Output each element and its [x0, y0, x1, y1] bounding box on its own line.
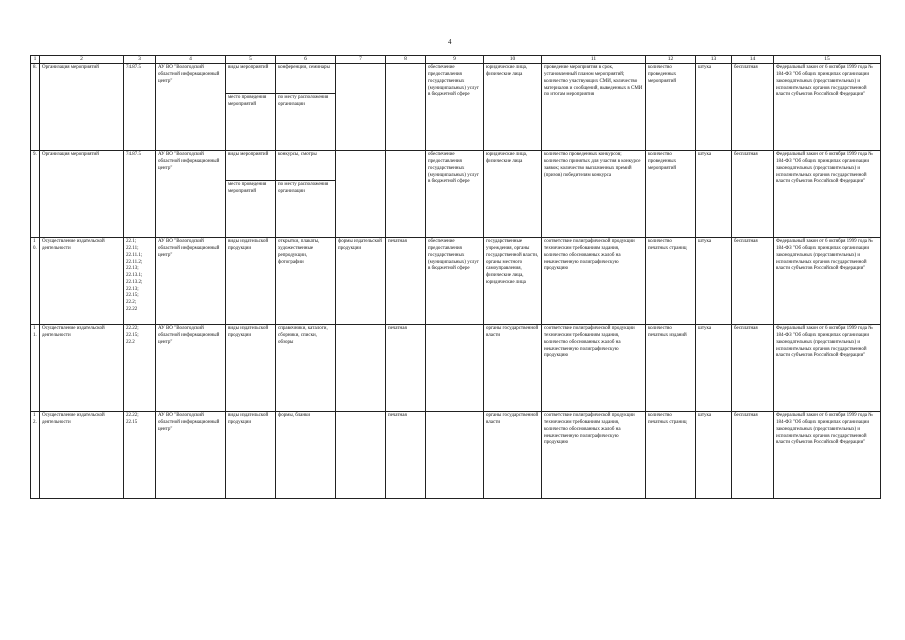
volume-indicator: количество печатных страниц: [646, 238, 696, 325]
institution-name: АУ ВО "Вологодский областной информационный центр": [156, 412, 226, 499]
content-value-bottom: по месту расположения организации: [278, 182, 329, 195]
okved-codes: [124, 238, 156, 325]
column-number-6: 6: [276, 56, 336, 64]
institution-name: АУ ВО "Вологодский областной информационный центр": [156, 151, 226, 238]
column-number-9: 9: [426, 56, 484, 64]
condition-indicator: [336, 64, 386, 151]
okved-code: 22.22: [126, 306, 138, 312]
column-number-14: 14: [732, 56, 774, 64]
okved-code: 22.11.2;: [126, 259, 143, 265]
service-name: Осуществление издательской деятельности: [40, 325, 124, 412]
column-number-5: 5: [226, 56, 276, 64]
institution-name: АУ ВО "Вологодский областной информационный центр": [156, 325, 226, 412]
condition-value: [386, 64, 426, 151]
column-number-11: 11: [542, 56, 646, 64]
content-indicator-bottom: место проведения мероприятий: [228, 95, 267, 108]
legal-basis: Федеральный закон от 6 октября 1999 года № 184-ФЗ "Об общих принципах организации законодательных (представительных) и исполнительных органов государственной власти субъектов Российской Федерации": [774, 238, 881, 325]
purpose: [426, 325, 484, 412]
content-indicator: виды издательской продукции: [226, 238, 276, 325]
institution-name: АУ ВО "Вологодский областной информационный центр": [156, 64, 226, 151]
column-number-10: 10: [484, 56, 542, 64]
column-number-12: 12: [646, 56, 696, 64]
unit: штука: [696, 64, 732, 151]
okved-code: 22.11;: [126, 246, 139, 252]
column-number-7: 7: [336, 56, 386, 64]
service-name: Организация мероприятий: [40, 151, 124, 238]
quality-indicators: количество проведенных конкурсов; количество принятых для участия в конкурсе заявок; количество выплаченных премий (призов) победителям конкурса: [542, 151, 646, 238]
table-row: [31, 325, 881, 412]
table-row: [31, 64, 881, 151]
payment-type: бесплатная: [732, 151, 774, 238]
condition-indicator: [336, 151, 386, 238]
column-number-3: 3: [124, 56, 156, 64]
content-value: [276, 64, 336, 151]
volume-indicator: количество проведенных мероприятий: [646, 64, 696, 151]
condition-value: печатная: [386, 412, 426, 499]
condition-indicator: формы издательской продукции: [336, 238, 386, 325]
service-name: Организация мероприятий: [40, 64, 124, 151]
condition-value: печатная: [386, 325, 426, 412]
content-indicator: виды издательской продукции: [226, 412, 276, 499]
volume-indicator: количество печатных страниц: [646, 412, 696, 499]
okved-code: 22.15;: [126, 333, 139, 339]
okved-code: 22.11.1;: [126, 252, 143, 258]
quality-indicators: проведение мероприятия в срок, установленный планом мероприятий; количество участвующих СМИ, количество материалов и сообщений, выведенных в СМИ по итогам мероприятия: [542, 64, 646, 151]
content-indicator: виды издательской продукции: [226, 325, 276, 412]
content-value-top: конкурсы, смотры: [276, 151, 335, 181]
content-indicator-top: виды мероприятий: [226, 151, 275, 181]
content-indicator-top: виды мероприятий: [226, 64, 275, 94]
column-number-15: 15: [774, 56, 881, 64]
recipients: юридические лица, физические лица: [484, 151, 542, 238]
table-row: [31, 412, 881, 499]
okved-code: 22.1;: [126, 239, 137, 245]
unit: штука: [696, 325, 732, 412]
content-indicator-bottom: место проведения мероприятий: [228, 182, 267, 195]
quality-indicators: соответствие полиграфической продукции техническим требованиям задания, количество обоснованных жалоб на некачественную полиграфическую продукцию: [542, 412, 646, 499]
recipients: государственные учреждения, органы государственной власти, органы местного самоуправления, физические лица, юридические лица: [484, 238, 542, 325]
content-value: справочники, каталоги, сборники, списки, обзоры: [276, 325, 336, 412]
column-number-13: 13: [696, 56, 732, 64]
payment-type: бесплатная: [732, 238, 774, 325]
legal-basis: Федеральный закон от 6 октября 1999 года № 184-ФЗ "Об общих принципах организации законодательных (представительных) и исполнительных органов государственной власти субъектов Российской Федерации": [774, 412, 881, 499]
okved-code: 22.13;: [126, 286, 139, 292]
quality-indicators: соответствие полиграфической продукции техническим требованиям задания, количество обоснованных жалоб на некачественную полиграфическую продукцию: [542, 325, 646, 412]
legal-basis: Федеральный закон от 6 октября 1999 года № 184-ФЗ "Об общих принципах организации законодательных (представительных) и исполнительных органов государственной власти субъектов Российской Федерации": [774, 64, 881, 151]
quality-indicators: соответствие полиграфической продукции техническим требованиям задания, количество обоснованных жалоб на некачественную полиграфическую продукцию: [542, 238, 646, 325]
purpose: [426, 412, 484, 499]
column-number-8: 8: [386, 56, 426, 64]
table-row: [31, 238, 881, 325]
column-number-4: 4: [156, 56, 226, 64]
volume-indicator: количество печатных изданий: [646, 325, 696, 412]
okved-code: 22.22;: [126, 326, 139, 332]
unit: штука: [696, 238, 732, 325]
content-value-top: конференции, семинары: [276, 64, 335, 94]
service-name: Осуществление издательской деятельности: [40, 238, 124, 325]
table-row: [31, 151, 881, 238]
okved-code: 22.15;: [126, 293, 139, 299]
legal-basis: Федеральный закон от 6 октября 1999 года № 184-ФЗ "Об общих принципах организации законодательных (представительных) и исполнительных органов государственной власти субъектов Российской Федерации": [774, 151, 881, 238]
condition-value: печатная: [386, 238, 426, 325]
okved-code: 22.13;: [126, 266, 139, 272]
okved-codes: [124, 64, 156, 151]
recipients: органы государственной власти: [484, 325, 542, 412]
column-number-1: 1: [31, 56, 40, 64]
purpose: обеспечение предоставления государственных (муниципальных) услуг в бюджетной сфере: [426, 151, 484, 238]
okved-codes: [124, 325, 156, 412]
okved-code: 22.13.2;: [126, 279, 143, 285]
okved-codes: [124, 412, 156, 499]
condition-indicator: [336, 412, 386, 499]
recipients: юридические лица, физические лица: [484, 64, 542, 151]
legal-basis: Федеральный закон от 6 октября 1999 года № 184-ФЗ "Об общих принципах организации законодательных (представительных) и исполнительных органов государственной власти субъектов Российской Федерации": [774, 325, 881, 412]
row-number: 9.: [31, 151, 40, 238]
column-number-row: [31, 56, 881, 64]
condition-indicator: [336, 325, 386, 412]
content-indicator: [226, 151, 276, 238]
recipients: органы государственной власти: [484, 412, 542, 499]
okved-codes: [124, 151, 156, 238]
unit: штука: [696, 151, 732, 238]
content-value: [276, 151, 336, 238]
okved-code: 22.13.1;: [126, 273, 143, 279]
payment-type: бесплатная: [732, 325, 774, 412]
row-number: 12.: [31, 412, 40, 499]
volume-indicator: количество проведенных мероприятий: [646, 151, 696, 238]
payment-type: бесплатная: [732, 64, 774, 151]
okved-code: 22.22;: [126, 413, 139, 419]
services-table: [30, 55, 881, 499]
content-value: открытки, плакаты, художественные репродукции, фотографии: [276, 238, 336, 325]
service-name: Осуществление издательской деятельности: [40, 412, 124, 499]
column-number-2: 2: [40, 56, 124, 64]
okved-code: 22.2: [126, 339, 135, 345]
content-value-bottom: по месту расположения организации: [278, 95, 329, 108]
page-number: 4: [448, 38, 452, 46]
okved-code: 22.2;: [126, 300, 137, 306]
content-indicator: [226, 64, 276, 151]
payment-type: бесплатная: [732, 412, 774, 499]
unit: штука: [696, 412, 732, 499]
condition-value: [386, 151, 426, 238]
purpose: обеспечение предоставления государственных (муниципальных) услуг в бюджетной сфере: [426, 238, 484, 325]
row-number: 11.: [31, 325, 40, 412]
row-number: 8.: [31, 64, 40, 151]
okved-code: 74.87.5: [126, 152, 141, 158]
purpose: обеспечение предоставления государственных (муниципальных) услуг в бюджетной сфере: [426, 64, 484, 151]
okved-code: 74.87.5: [126, 65, 141, 71]
content-value: формы, бланки: [276, 412, 336, 499]
row-number: 10.: [31, 238, 40, 325]
okved-code: 22.15: [126, 420, 138, 426]
institution-name: АУ ВО "Вологодский областной информационный центр": [156, 238, 226, 325]
